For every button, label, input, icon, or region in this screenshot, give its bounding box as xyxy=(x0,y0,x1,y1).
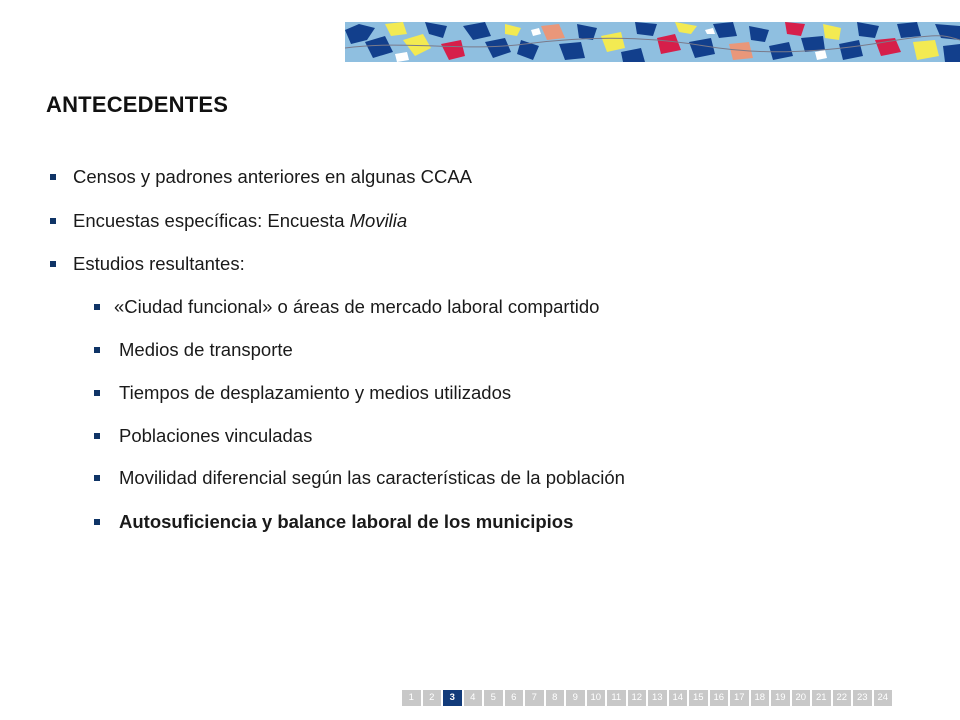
page-button-15[interactable]: 15 xyxy=(689,690,708,706)
page-button-14[interactable]: 14 xyxy=(669,690,688,706)
page-button-10[interactable]: 10 xyxy=(587,690,606,706)
bullet-square-icon xyxy=(50,218,56,224)
page-button-22[interactable]: 22 xyxy=(833,690,852,706)
bullet-text: «Ciudad funcional» o áreas de mercado laboral compartido xyxy=(114,296,600,317)
page-button-7[interactable]: 7 xyxy=(525,690,544,706)
page-button-12[interactable]: 12 xyxy=(628,690,647,706)
page-button-19[interactable]: 19 xyxy=(771,690,790,706)
bullet-text: Autosuficiencia y balance laboral de los municipios xyxy=(119,511,574,532)
slide-pager xyxy=(402,690,892,706)
page-button-8[interactable]: 8 xyxy=(546,690,565,706)
page-button-21[interactable]: 21 xyxy=(812,690,831,706)
page-button-4[interactable]: 4 xyxy=(464,690,483,706)
bullet-text: Estudios resultantes: xyxy=(73,253,245,274)
page-button-24[interactable]: 24 xyxy=(874,690,893,706)
page-button-3[interactable]: 3 xyxy=(443,690,462,706)
page-button-18[interactable]: 18 xyxy=(751,690,770,706)
page-button-23[interactable]: 23 xyxy=(853,690,872,706)
page-button-20[interactable]: 20 xyxy=(792,690,811,706)
bullet-square-icon xyxy=(94,519,100,525)
bullet-square-icon xyxy=(94,390,100,396)
page-button-11[interactable]: 11 xyxy=(607,690,626,706)
bullet-text: Medios de transporte xyxy=(119,339,293,360)
page-button-2[interactable]: 2 xyxy=(423,690,442,706)
page-button-16[interactable]: 16 xyxy=(710,690,729,706)
bullet-square-icon xyxy=(94,475,100,481)
bullet-square-icon xyxy=(50,261,56,267)
bullet-text: Poblaciones vinculadas xyxy=(119,425,313,446)
page-button-6[interactable]: 6 xyxy=(505,690,524,706)
bullet-text: Censos y padrones anteriores en algunas CCAA xyxy=(73,166,473,187)
bullet-square-icon xyxy=(94,433,100,439)
bullet-text-italic: Movilia xyxy=(349,210,408,231)
slide-title: ANTECEDENTES xyxy=(46,92,229,117)
bullet-text: Encuestas específicas: Encuesta Movilia xyxy=(73,210,408,231)
map-banner-image xyxy=(345,22,960,62)
page-button-9[interactable]: 9 xyxy=(566,690,585,706)
bullet-square-icon xyxy=(94,304,100,310)
bullet-square-icon xyxy=(94,347,100,353)
bullet-square-icon xyxy=(50,174,56,180)
page-button-13[interactable]: 13 xyxy=(648,690,667,706)
page-button-1[interactable]: 1 xyxy=(402,690,421,706)
page-button-5[interactable]: 5 xyxy=(484,690,503,706)
bullet-text: Movilidad diferencial según las características de la población xyxy=(119,467,625,488)
page-button-17[interactable]: 17 xyxy=(730,690,749,706)
bullet-text: Tiempos de desplazamiento y medios utilizados xyxy=(119,382,512,403)
